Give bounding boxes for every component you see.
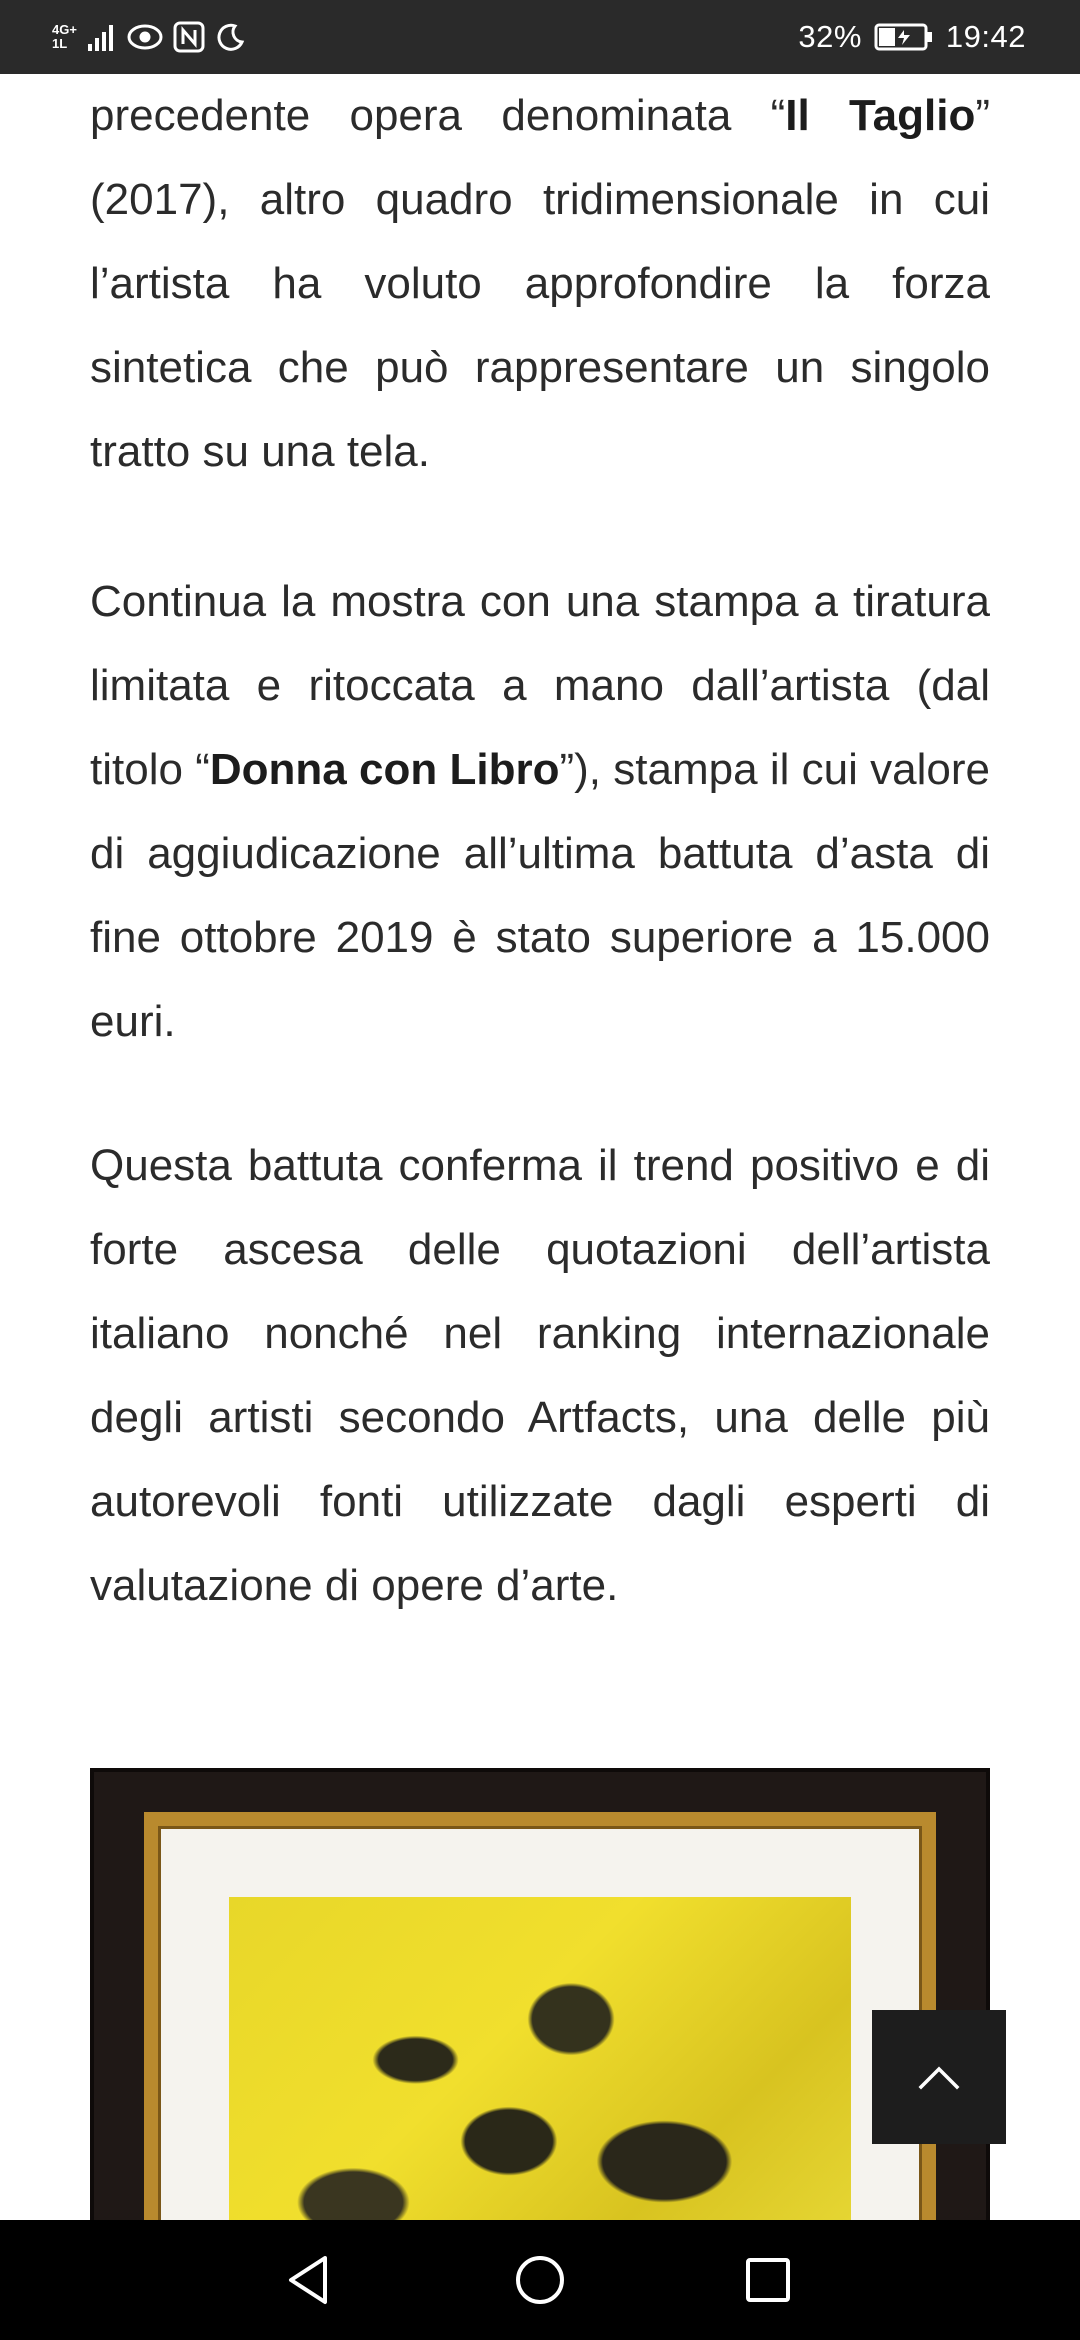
article-paragraph	[90, 1124, 990, 1628]
back-button[interactable]	[248, 2220, 368, 2340]
artwork-title-il-taglio: Il Taglio	[785, 91, 976, 140]
network-label: 4G+	[52, 22, 77, 37]
text-span: ”), stampa il cui valore di aggiudicazione all’ultima battuta d’asta di fine ottobre 2019 è stato superiore a 15.000 euri.	[90, 745, 990, 1046]
artwork-image	[90, 1768, 990, 2220]
article-content	[90, 74, 990, 2220]
status-icons-left	[52, 16, 245, 58]
artwork-title-donna-con-libro: Donna con Libro	[209, 745, 560, 794]
recents-button[interactable]	[708, 2220, 828, 2340]
moon-icon	[215, 22, 245, 52]
scroll-to-top-button[interactable]	[872, 2010, 1006, 2144]
system-navigation-bar	[0, 2220, 1080, 2340]
battery-percent: 32%	[798, 19, 862, 54]
network-type	[52, 23, 77, 51]
home-icon	[513, 2253, 567, 2307]
status-bar	[0, 0, 1080, 74]
chevron-up-icon	[917, 2063, 961, 2091]
eye-icon	[127, 22, 163, 52]
article-paragraph	[90, 560, 990, 1064]
clock: 19:42	[945, 19, 1026, 54]
back-icon	[283, 2253, 333, 2307]
text-span: Continua la mostra con una stampa a tiratura limitata e ritoccata a mano dall’artista (dal titolo “	[90, 577, 990, 794]
network-sub-label: 1L	[52, 36, 68, 51]
battery-charging-icon	[874, 22, 934, 52]
recents-icon	[743, 2255, 793, 2305]
article-paragraph	[90, 74, 990, 494]
text-span: Questa battuta conferma il trend positivo e di forte ascesa delle quotazioni dell’artista italiano nonché nel ranking internazionale degli artisti secondo Artfacts, una delle più autorevoli fonti utilizzate dagli esperti di valutazione di opere d’arte.	[90, 1141, 990, 1610]
artwork-canvas	[229, 1897, 851, 2220]
home-button[interactable]	[480, 2220, 600, 2340]
text-span: ” (2017), altro quadro tridimensionale in cui l’artista ha voluto approfondire la forza sintetica che può rappresentare un singolo tratto su una tela.	[90, 91, 990, 476]
status-icons-right	[798, 14, 1026, 60]
signal-icon	[87, 22, 117, 52]
text-span: precedente opera denominata “	[90, 91, 786, 140]
nfc-icon	[173, 21, 205, 53]
